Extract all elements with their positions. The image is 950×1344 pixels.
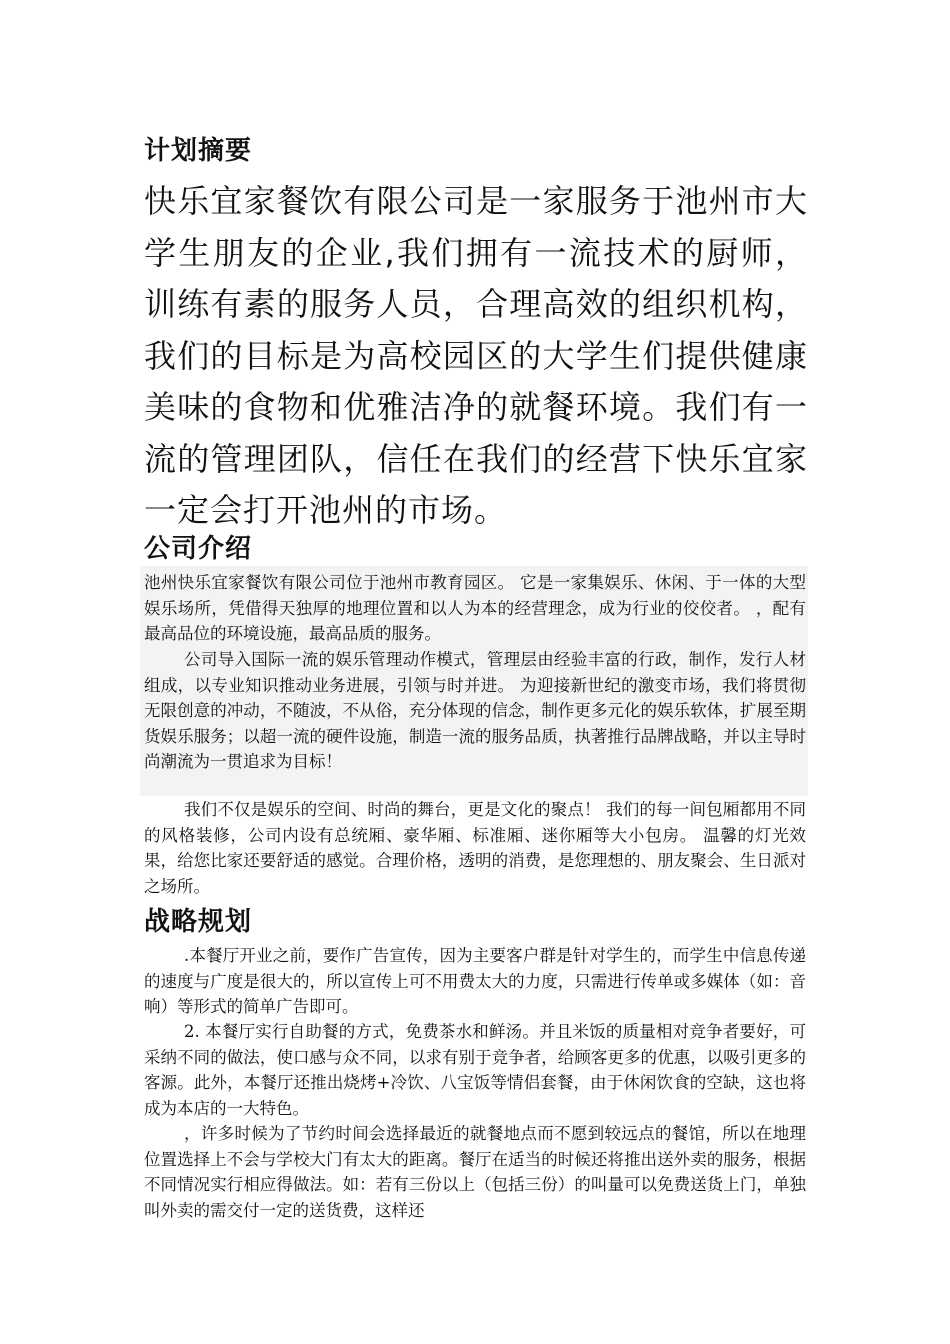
summary-paragraph: 快乐宜家餐饮有限公司是一家服务于池州市大学生朋友的企业,我们拥有一流技术的厨师，训练有素的服务人员，合理高效的组织机构，我们的目标是为高校园区的大学生们提供健康美味的食物和优雅洁净的就餐环境。我们有一流的管理团队，信任在我们的经营下快乐宜家一定会打开池州的市场。 (144, 182, 808, 529)
strategy-paragraph-3: ，许多时候为了节约时间会选择最近的就餐地点而不愿到较远点的餐馆，所以在地理位置选择上不会与学校大门有太大的距离。餐厅在适当的时候还将推出送外卖的服务，根据不同情况实行相应得做法。如：若有三份以上（包括三份）的叫量可以免费送货上门，单独叫外卖的需交付一定的送货费，这样还 (144, 1124, 806, 1220)
intro-paragraph-2: 公司导入国际一流的娱乐管理动作模式，管理层由经验丰富的行政，制作，发行人材组成，以专业知识推动业务进展，引领与时并进。 为迎接新世纪的激变市场，我们将贯彻无限创意的冲动，不随波，不从俗，充分体现的信念，制作更多元化的娱乐软体，扩展至期货娱乐服务；以超一流的硬件设施，制造一流的服务品质，执著推行品牌战略，并以主导时尚潮流为一贯追求为目标！ (144, 650, 806, 771)
intro-heading: 公司介绍 (144, 534, 253, 564)
summary-heading: 计划摘要 (144, 136, 253, 166)
strategy-paragraph-1: .本餐厅开业之前，要作广告宣传，因为主要客户群是针对学生的，而学生中信息传递的速度与广度是很大的，所以宣传上可不用费太大的力度，只需进行传单或多媒体（如：音响）等形式的简单广告即可。 (144, 946, 806, 1016)
intro-paragraph-3: 我们不仅是娱乐的空间、时尚的舞台，更是文化的聚点！ 我们的每一间包厢都用不同的风格装修，公司内设有总统厢、豪华厢、标准厢、迷你厢等大小包房。 温馨的灯光效果，给您比家还要舒适的感觉。合理价格，透明的消费，是您理想的、朋友聚会、生日派对之场所。 (144, 800, 806, 896)
strategy-paragraph-2: 2. 本餐厅实行自助餐的方式，免费茶水和鲜汤。并且米饭的质量相对竞争者要好，可采纳不同的做法，使口感与众不同，以求有别于竞争者，给顾客更多的优惠，以吸引更多的客源。此外，本餐厅还推出烧烤+冷饮、八宝饭等情侣套餐，由于休闲饮食的空缺，这也将成为本店的一大特色。 (144, 1022, 806, 1118)
intro-paragraph-1: 池州快乐宜家餐饮有限公司位于池州市教育园区。 它是一家集娱乐、休闲、于一体的大型娱乐场所，凭借得天独厚的地理位置和以人为本的经营理念，成为行业的佼佼者。 ，配有最高品位的环境设施，最高品质的服务。 (144, 573, 806, 643)
strategy-heading: 战略规划 (144, 907, 253, 937)
